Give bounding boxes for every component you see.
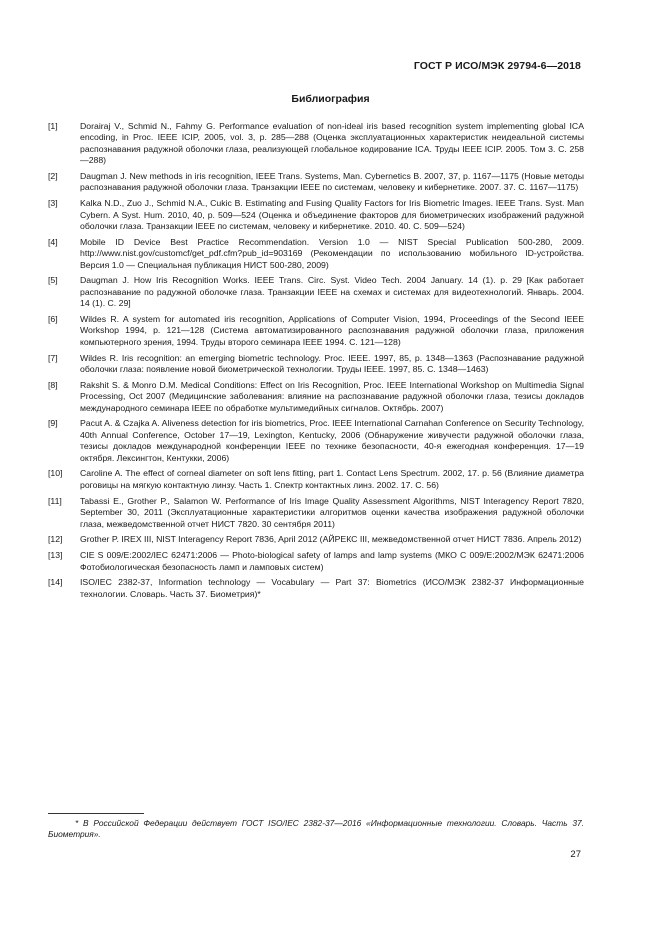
ref-number: [9] [48, 418, 58, 429]
ref-text: Caroline A. The effect of corneal diameter on soft lens fitting, part 1. Contact Lens Spectrum. 2002, 17. p. 56 (Влияние диаметра роговицы на мягкую контактную линзу. Часть 1. Спектр контактных линз. 2002. 17. С. 56) [80, 468, 584, 490]
ref-text: ISO/IEC 2382-37, Information technology — Vocabulary — Part 37: Biometrics (ИСО/МЭК 2382-37 Информационные технологии. Словарь. Часть 37. Биометрия)* [80, 577, 584, 599]
ref-number: [14] [48, 577, 63, 588]
ref-number: [7] [48, 352, 58, 363]
footnote: * В Российской Федерации действует ГОСТ ISO/IEC 2382-37—2016 «Информационные технологии. Словарь. Часть 37. Биометрия». [48, 818, 584, 840]
ref-number: [2] [48, 171, 58, 182]
bibliography-item [48, 468, 584, 491]
bibliography-list [48, 121, 584, 605]
bibliography-item [48, 237, 584, 271]
bibliography-item [48, 198, 584, 232]
bibliography-item [48, 121, 584, 167]
bibliography-item [48, 380, 584, 414]
ref-number: [3] [48, 198, 58, 209]
ref-text: Daugman J. New methods in iris recognition, IEEE Trans. Systems, Man. Cybernetics B. 2007, 37, p. 1167—1175 (Новые методы распознавания радужной оболочки глаза. Транзакции IEEE по системам, человеку и кибернетике. 2007. 37. С. 1167—1175) [80, 171, 584, 193]
bibliography-item [48, 496, 584, 530]
bibliography-item [48, 275, 584, 309]
bibliography-item [48, 577, 584, 600]
bibliography-item [48, 353, 584, 376]
page-number: 27 [570, 849, 581, 860]
ref-text: Rakshit S. & Monro D.M. Medical Conditions: Effect on Iris Recognition, Proc. IEEE International Workshop on Multimedia Signal Processing, Oct 2007 (Медицинские заболевания: влияние на распознавание радужной оболочки глаза, тезисы докладов международного семинара IEEE по обработке мультимедийных сигналов. Октябрь. 2007) [80, 379, 584, 413]
ref-text: Tabassi E., Grother P., Salamon W. Performance of Iris Image Quality Assessment Algorithms, NIST Interagency Report 7820, September 30, 2011 (Эксплуатационные характеристики алгоритмов оценки качества изображения радужной оболочки глаза, межведомственной отчет НИСТ 7820. 30 сентября 2011) [80, 495, 584, 529]
bibliography-item [48, 534, 584, 545]
ref-number: [1] [48, 121, 58, 131]
ref-number: [5] [48, 275, 58, 286]
ref-number: [4] [48, 236, 58, 247]
ref-text: Kalka N.D., Zuo J., Schmid N.A., Cukic B. Estimating and Fusing Quality Factors for Iris Biometric Images. IEEE Trans. Syst. Man Cybern. A Syst. Hum. 2010, 40, p. 509—524 (Оценка и объединение факторов для биометрических изображений радужной оболочки глаза. Транзакции IEEE по системам, человеку и кибернетике. 2010. 40. С. 509—524) [80, 198, 584, 232]
ref-text: Wildes R. Iris recognition: an emerging biometric technology. Proc. IEEE. 1997, 85, p. 1348—1363 (Распознавание радужной оболочки глаза: появление новой биометрической технологии. Труды IEEE. 1997, 85. С. 1348—1463) [80, 352, 584, 375]
ref-number: [12] [48, 534, 63, 545]
ref-text: Wildes R. A system for automated iris recognition, Applications of Computer Vision, 1994, Proceedings of the Second IEEE Workshop 1994, p. 121—128 (Система автоматизированного распознавания радужной оболочки глаза, приложения компьютерного зрения, 1994. Труды второго семинара IEEE 1994. С. 121—128) [80, 314, 584, 347]
ref-number: [11] [48, 495, 62, 506]
ref-text: Grother P. IREX III, NIST Interagency Report 7836, April 2012 (АЙРЕКС III, межведомственной отчет НИСТ 7836. Апрель 2012) [80, 534, 582, 545]
ref-text: Daugman J. How Iris Recognition Works. IEEE Trans. Circ. Syst. Video Tech. 2004 January. 14 (1). p. 29 [Как работает распознавание по радужной оболочке глаза. Транзакции IEEE на схемах и системах для видеотехнологий. Январь. 2004. 14 (1). С. 29] [80, 275, 584, 309]
ref-text: CIE S 009/E:2002/IEC 62471:2006 — Photo-biological safety of lamps and lamp systems (МКО С 009/Е:2002/МЭК 62471:2006 Фотобиологическая безопасность ламп и ламповых систем) [80, 550, 584, 572]
bibliography-item [48, 171, 584, 194]
ref-text: Dorairaj V., Schmid N., Fahmy G. Performance evaluation of non-ideal iris based recognition system implementing global ICA encoding, in Proc. IEEE ICIP, 2005, vol. 3, p. 285—288 (Оценка эксплуатационных характеристик неидеальной системы распознавания радужной оболочки глаза, реализующей глобальное кодирование ICA. Труды IEEE ICIP. 2005. Том 3. С. 258—288) [80, 121, 584, 166]
ref-text: Pacut A. & Czajka A. Aliveness detection for iris biometrics, Proc. IEEE International Carnahan Conference on Security Technology, 40th Annual Conference, October 17—19, Lexington, Kentucky, 2006 (Обнаружение живучести радужной оболочки глаза, тезисы докладов международной конференции IEEE по технике безопасности, 40-я ежегодная конференция. 17—19 октября. Лексингтон, Кентукки, 2006) [80, 418, 584, 463]
ref-number: [6] [48, 314, 58, 325]
bibliography-item [48, 314, 584, 348]
footnote-separator [48, 813, 144, 814]
ref-text: Mobile ID Device Best Practice Recommendation. Version 1.0 — NIST Special Publication 500-280, 2009. http://www.nist.gov/customcf/get_pdf.cfm?pub_id=903169 (Рекомендации по использованию мобильного ID-устройства. Версия 1.0 — Специальная публикация НИСТ 500-280, 2009) [80, 236, 584, 270]
ref-number: [8] [48, 379, 58, 390]
document-id-header: ГОСТ Р ИСО/МЭК 29794-6—2018 [413, 60, 581, 72]
page-title: Библиография [291, 93, 370, 105]
ref-number: [13] [48, 550, 63, 561]
bibliography-item [48, 418, 584, 464]
bibliography-item [48, 550, 584, 573]
ref-number: [10] [48, 468, 63, 479]
